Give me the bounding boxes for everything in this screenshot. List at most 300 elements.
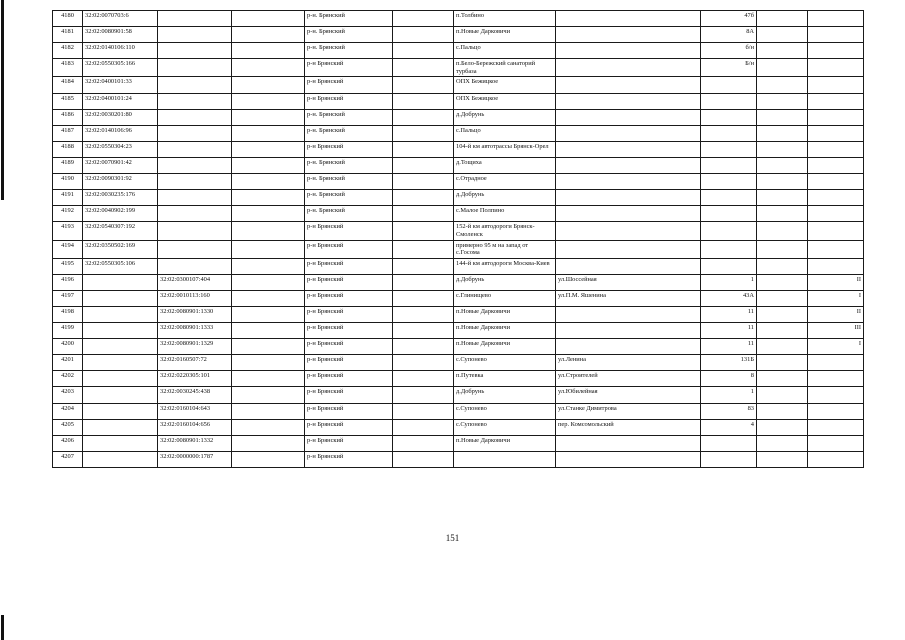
category: II <box>808 306 864 322</box>
street <box>556 435 701 451</box>
empty-cell <box>232 240 305 258</box>
empty-cell <box>757 206 808 222</box>
house-number: 1 <box>701 387 757 403</box>
category <box>808 190 864 206</box>
row-number: 4189 <box>53 157 83 173</box>
category <box>808 77 864 93</box>
empty-cell <box>393 59 454 77</box>
street <box>556 77 701 93</box>
table-row <box>53 157 864 173</box>
category <box>808 258 864 274</box>
district: р-н Брянский <box>305 339 393 355</box>
empty-cell <box>757 222 808 240</box>
cadastral-number-land: 32:02:0080901:58 <box>83 27 158 43</box>
street: ул.П.М. Яшенина <box>556 290 701 306</box>
locality: п.Новые Дарковичи <box>454 306 556 322</box>
district: р-н Брянский <box>305 435 393 451</box>
category <box>808 141 864 157</box>
empty-cell <box>757 306 808 322</box>
category <box>808 355 864 371</box>
cadastral-number-building <box>158 109 232 125</box>
locality: п.Бело-Бережский санаторий турбаза <box>454 59 556 77</box>
empty-cell <box>232 387 305 403</box>
street <box>556 125 701 141</box>
empty-cell <box>232 43 305 59</box>
cadastral-number-building: 32:02:0160104:656 <box>158 419 232 435</box>
property-register-table <box>52 10 864 468</box>
cadastral-number-land: 32:02:0090301:92 <box>83 174 158 190</box>
empty-cell <box>232 403 305 419</box>
cadastral-number-building <box>158 43 232 59</box>
district: р-н. Брянский <box>305 206 393 222</box>
house-number: 4 <box>701 419 757 435</box>
empty-cell <box>232 109 305 125</box>
street: ул.Юбилейная <box>556 387 701 403</box>
register-rows <box>53 11 864 468</box>
cadastral-number-building <box>158 258 232 274</box>
street <box>556 157 701 173</box>
cadastral-number-land: 32:02:0550304:23 <box>83 141 158 157</box>
cadastral-number-land: 32:02:0400101:24 <box>83 93 158 109</box>
cadastral-number-building: 32:02:0080901:1329 <box>158 339 232 355</box>
empty-cell <box>232 59 305 77</box>
district: р-н Брянский <box>305 59 393 77</box>
table-row <box>53 240 864 258</box>
empty-cell <box>232 206 305 222</box>
empty-cell <box>232 323 305 339</box>
district: р-н Брянский <box>305 419 393 435</box>
empty-cell <box>757 355 808 371</box>
house-number: 11 <box>701 306 757 322</box>
cadastral-number-building <box>158 240 232 258</box>
house-number <box>701 206 757 222</box>
house-number: 1 <box>701 274 757 290</box>
row-number: 4191 <box>53 190 83 206</box>
empty-cell <box>232 93 305 109</box>
category <box>808 125 864 141</box>
row-number: 4205 <box>53 419 83 435</box>
row-number: 4185 <box>53 93 83 109</box>
house-number <box>701 451 757 467</box>
district: р-н Брянский <box>305 77 393 93</box>
row-number: 4202 <box>53 371 83 387</box>
table-row <box>53 141 864 157</box>
empty-cell <box>757 258 808 274</box>
cadastral-number-land <box>83 435 158 451</box>
street <box>556 206 701 222</box>
table-row <box>53 109 864 125</box>
house-number: 11 <box>701 323 757 339</box>
locality: с.Пальцо <box>454 43 556 59</box>
district: р-н Брянский <box>305 290 393 306</box>
empty-cell <box>757 174 808 190</box>
house-number <box>701 258 757 274</box>
district: р-н Брянский <box>305 323 393 339</box>
row-number: 4198 <box>53 306 83 322</box>
empty-cell <box>393 11 454 27</box>
empty-cell <box>393 93 454 109</box>
scan-edge-mark-top <box>1 0 4 200</box>
cadastral-number-land <box>83 323 158 339</box>
cadastral-number-building: 32:02:0220305:101 <box>158 371 232 387</box>
street <box>556 93 701 109</box>
district: р-н Брянский <box>305 274 393 290</box>
cadastral-number-land <box>83 387 158 403</box>
house-number <box>701 125 757 141</box>
cadastral-number-land: 32:02:0550305:106 <box>83 258 158 274</box>
house-number: Б/н <box>701 59 757 77</box>
cadastral-number-land: 32:02:0030201:80 <box>83 109 158 125</box>
empty-cell <box>393 206 454 222</box>
street <box>556 306 701 322</box>
house-number: 131Б <box>701 355 757 371</box>
row-number: 4188 <box>53 141 83 157</box>
district: р-н. Брянский <box>305 43 393 59</box>
empty-cell <box>232 435 305 451</box>
cadastral-number-land <box>83 274 158 290</box>
row-number: 4181 <box>53 27 83 43</box>
locality: п.Новые Дарковичи <box>454 27 556 43</box>
table-row <box>53 11 864 27</box>
table-row <box>53 419 864 435</box>
row-number: 4199 <box>53 323 83 339</box>
category <box>808 59 864 77</box>
empty-cell <box>757 93 808 109</box>
district: р-н Брянский <box>305 222 393 240</box>
empty-cell <box>393 141 454 157</box>
cadastral-number-land: 32:02:0140106:96 <box>83 125 158 141</box>
row-number: 4197 <box>53 290 83 306</box>
row-number: 4180 <box>53 11 83 27</box>
street: ул.Шоссейная <box>556 274 701 290</box>
district: р-н. Брянский <box>305 174 393 190</box>
table-row <box>53 93 864 109</box>
empty-cell <box>232 355 305 371</box>
cadastral-number-building: 32:02:0080901:1332 <box>158 435 232 451</box>
empty-cell <box>232 222 305 240</box>
cadastral-number-building: 32:02:0030245:438 <box>158 387 232 403</box>
table-row <box>53 206 864 222</box>
category: I <box>808 290 864 306</box>
district: р-н Брянский <box>305 387 393 403</box>
locality: п.Толбино <box>454 11 556 27</box>
cadastral-number-land <box>83 355 158 371</box>
empty-cell <box>757 59 808 77</box>
locality: с.Малое Полпино <box>454 206 556 222</box>
street <box>556 190 701 206</box>
table-row <box>53 125 864 141</box>
street <box>556 27 701 43</box>
table-row <box>53 339 864 355</box>
empty-cell <box>393 339 454 355</box>
empty-cell <box>393 240 454 258</box>
cadastral-number-building <box>158 27 232 43</box>
house-number <box>701 109 757 125</box>
house-number: 83 <box>701 403 757 419</box>
empty-cell <box>757 290 808 306</box>
scan-edge-mark-bottom <box>1 615 4 640</box>
locality: ОПХ Бежицкое <box>454 93 556 109</box>
district: р-н Брянский <box>305 355 393 371</box>
street <box>556 339 701 355</box>
category <box>808 93 864 109</box>
table-row <box>53 77 864 93</box>
row-number: 4207 <box>53 451 83 467</box>
cadastral-number-land <box>83 419 158 435</box>
empty-cell <box>757 11 808 27</box>
empty-cell <box>393 27 454 43</box>
empty-cell <box>393 190 454 206</box>
empty-cell <box>757 323 808 339</box>
cadastral-number-land <box>83 306 158 322</box>
locality: с.Глинищево <box>454 290 556 306</box>
category <box>808 206 864 222</box>
empty-cell <box>757 451 808 467</box>
house-number <box>701 157 757 173</box>
street <box>556 11 701 27</box>
house-number <box>701 190 757 206</box>
locality: п.Новые Дарковичи <box>454 339 556 355</box>
house-number: 43А <box>701 290 757 306</box>
table-row <box>53 355 864 371</box>
street <box>556 323 701 339</box>
empty-cell <box>757 274 808 290</box>
row-number: 4187 <box>53 125 83 141</box>
category: I <box>808 339 864 355</box>
empty-cell <box>232 141 305 157</box>
table-row <box>53 274 864 290</box>
cadastral-number-land: 32:02:0140106:110 <box>83 43 158 59</box>
locality: 104-й км автотрассы Брянск-Орел <box>454 141 556 157</box>
row-number: 4183 <box>53 59 83 77</box>
row-number: 4201 <box>53 355 83 371</box>
empty-cell <box>232 11 305 27</box>
row-number: 4184 <box>53 77 83 93</box>
house-number: б/н <box>701 43 757 59</box>
cadastral-number-building: 32:02:0080901:1333 <box>158 323 232 339</box>
house-number <box>701 435 757 451</box>
street <box>556 451 701 467</box>
district: р-н Брянский <box>305 403 393 419</box>
street: пер. Комсомольский <box>556 419 701 435</box>
empty-cell <box>232 125 305 141</box>
house-number <box>701 222 757 240</box>
empty-cell <box>757 403 808 419</box>
street: ул.Станке Димитрова <box>556 403 701 419</box>
house-number: 47б <box>701 11 757 27</box>
locality: д.Добрунь <box>454 109 556 125</box>
table-row <box>53 174 864 190</box>
cadastral-number-land <box>83 403 158 419</box>
cadastral-number-building <box>158 11 232 27</box>
house-number <box>701 141 757 157</box>
row-number: 4186 <box>53 109 83 125</box>
empty-cell <box>393 323 454 339</box>
district: р-н. Брянский <box>305 109 393 125</box>
cadastral-number-building <box>158 59 232 77</box>
table-row <box>53 435 864 451</box>
category <box>808 387 864 403</box>
house-number: 8 <box>701 371 757 387</box>
house-number <box>701 174 757 190</box>
category <box>808 222 864 240</box>
locality: д.Добрунь <box>454 190 556 206</box>
empty-cell <box>393 109 454 125</box>
empty-cell <box>393 419 454 435</box>
street <box>556 43 701 59</box>
empty-cell <box>232 190 305 206</box>
empty-cell <box>393 435 454 451</box>
empty-cell <box>393 222 454 240</box>
table-row <box>53 290 864 306</box>
row-number: 4200 <box>53 339 83 355</box>
house-number <box>701 77 757 93</box>
empty-cell <box>757 387 808 403</box>
category <box>808 27 864 43</box>
table-row <box>53 190 864 206</box>
category <box>808 451 864 467</box>
cadastral-number-land: 32:02:0540307:192 <box>83 222 158 240</box>
district: р-н Брянский <box>305 451 393 467</box>
empty-cell <box>757 77 808 93</box>
row-number: 4194 <box>53 240 83 258</box>
empty-cell <box>757 190 808 206</box>
empty-cell <box>232 451 305 467</box>
cadastral-number-building <box>158 222 232 240</box>
cadastral-number-building: 32:02:0300107:404 <box>158 274 232 290</box>
cadastral-number-land: 32:02:0030235:176 <box>83 190 158 206</box>
cadastral-number-land <box>83 371 158 387</box>
empty-cell <box>757 419 808 435</box>
category <box>808 371 864 387</box>
cadastral-number-building: 32:02:0160507:72 <box>158 355 232 371</box>
street <box>556 109 701 125</box>
category <box>808 43 864 59</box>
cadastral-number-building: 32:02:0000000:1787 <box>158 451 232 467</box>
category <box>808 11 864 27</box>
empty-cell <box>757 141 808 157</box>
locality <box>454 451 556 467</box>
empty-cell <box>393 258 454 274</box>
empty-cell <box>232 419 305 435</box>
category <box>808 403 864 419</box>
row-number: 4192 <box>53 206 83 222</box>
cadastral-number-land: 32:02:0040902:199 <box>83 206 158 222</box>
row-number: 4195 <box>53 258 83 274</box>
street <box>556 222 701 240</box>
district: р-н Брянский <box>305 141 393 157</box>
empty-cell <box>757 109 808 125</box>
district: р-н Брянский <box>305 306 393 322</box>
empty-cell <box>757 27 808 43</box>
empty-cell <box>393 403 454 419</box>
locality: с.Супонево <box>454 403 556 419</box>
district: р-н Брянский <box>305 258 393 274</box>
empty-cell <box>393 387 454 403</box>
empty-cell <box>232 339 305 355</box>
empty-cell <box>232 306 305 322</box>
table-row <box>53 43 864 59</box>
cadastral-number-land <box>83 290 158 306</box>
empty-cell <box>232 174 305 190</box>
locality: с.Отрадное <box>454 174 556 190</box>
category: II <box>808 274 864 290</box>
locality: д.Тощиха <box>454 157 556 173</box>
cadastral-number-building: 32:02:0160104:643 <box>158 403 232 419</box>
district: р-н Брянский <box>305 93 393 109</box>
empty-cell <box>393 125 454 141</box>
cadastral-number-building <box>158 125 232 141</box>
empty-cell <box>393 306 454 322</box>
empty-cell <box>232 27 305 43</box>
cadastral-number-building <box>158 157 232 173</box>
street: ул.Строителей <box>556 371 701 387</box>
empty-cell <box>757 43 808 59</box>
cadastral-number-building <box>158 174 232 190</box>
cadastral-number-building <box>158 206 232 222</box>
cadastral-number-building: 32:02:0080901:1330 <box>158 306 232 322</box>
street <box>556 141 701 157</box>
locality: д.Добрунь <box>454 387 556 403</box>
district: р-н. Брянский <box>305 27 393 43</box>
table-row <box>53 222 864 240</box>
row-number: 4204 <box>53 403 83 419</box>
empty-cell <box>393 355 454 371</box>
street: ул.Ленина <box>556 355 701 371</box>
empty-cell <box>232 258 305 274</box>
empty-cell <box>393 43 454 59</box>
cadastral-number-building <box>158 77 232 93</box>
empty-cell <box>393 174 454 190</box>
house-number <box>701 93 757 109</box>
locality: ОПХ Бежицкое <box>454 77 556 93</box>
house-number: 8А <box>701 27 757 43</box>
house-number <box>701 240 757 258</box>
category <box>808 419 864 435</box>
cadastral-number-land: 32:02:0350502:169 <box>83 240 158 258</box>
street <box>556 59 701 77</box>
table-row <box>53 403 864 419</box>
empty-cell <box>232 77 305 93</box>
row-number: 4206 <box>53 435 83 451</box>
empty-cell <box>393 77 454 93</box>
empty-cell <box>393 274 454 290</box>
row-number: 4196 <box>53 274 83 290</box>
cadastral-number-building <box>158 190 232 206</box>
district: р-н Брянский <box>305 240 393 258</box>
cadastral-number-building: 32:02:0010113:160 <box>158 290 232 306</box>
row-number: 4190 <box>53 174 83 190</box>
table-row <box>53 59 864 77</box>
cadastral-number-land: 32:02:0550305:166 <box>83 59 158 77</box>
category: III <box>808 323 864 339</box>
district: р-н. Брянский <box>305 157 393 173</box>
page-number: 151 <box>445 533 460 543</box>
empty-cell <box>393 290 454 306</box>
locality: примерно 95 м на запад от с.Госома <box>454 240 556 258</box>
locality: 144-й км автодороги Москва-Киев <box>454 258 556 274</box>
row-number: 4193 <box>53 222 83 240</box>
cadastral-number-building <box>158 93 232 109</box>
empty-cell <box>757 435 808 451</box>
empty-cell <box>232 274 305 290</box>
locality: п.Новые Дарковичи <box>454 435 556 451</box>
empty-cell <box>757 157 808 173</box>
category <box>808 435 864 451</box>
empty-cell <box>393 451 454 467</box>
table-row <box>53 451 864 467</box>
category <box>808 109 864 125</box>
